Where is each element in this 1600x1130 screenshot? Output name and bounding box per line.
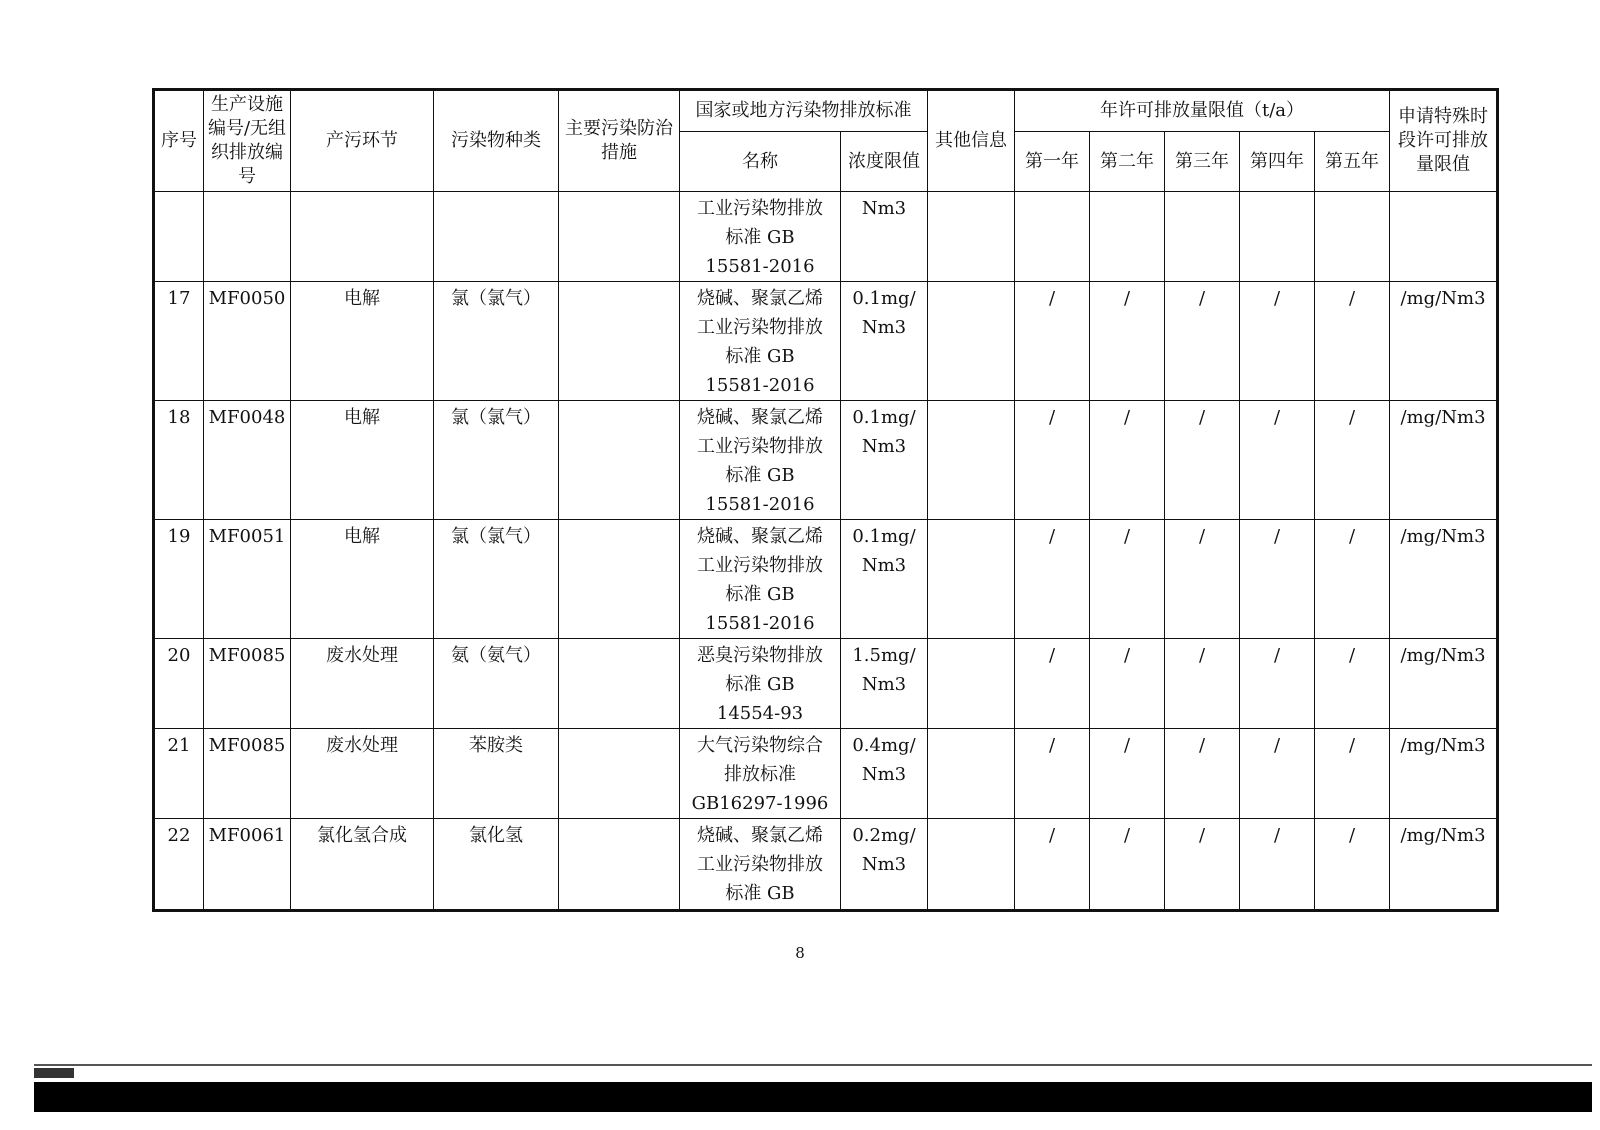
standard-name-cell-line: 15581-2016: [705, 494, 815, 515]
year-4-cell: [1240, 192, 1315, 282]
concentration-limit-cell-line: 0.2mg/: [852, 825, 916, 846]
other-info-cell: [928, 819, 1015, 911]
year-2-cell: /: [1090, 401, 1165, 520]
process-cell: [291, 192, 434, 282]
concentration-limit-cell: [841, 819, 928, 911]
other-info-cell: [928, 639, 1015, 729]
year-4-cell: /: [1240, 639, 1315, 729]
year-3-cell: [1165, 192, 1240, 282]
year-2-cell: [1090, 192, 1165, 282]
concentration-limit-cell-line: Nm3: [861, 198, 907, 219]
scan-artifact-line: [34, 1064, 1592, 1066]
year-3-cell: /: [1165, 639, 1240, 729]
year-3-cell: /: [1165, 819, 1240, 911]
year-2-cell: /: [1090, 520, 1165, 639]
standard-name-cell-line: 工业污染物排放: [697, 555, 823, 576]
header-year-5: 第五年: [1315, 132, 1390, 192]
facility-cell: MF0048: [204, 401, 291, 520]
standard-name-cell-line: 标准 GB: [725, 883, 795, 904]
concentration-limit-cell-line: Nm3: [861, 674, 907, 695]
special-limit-cell: /mg/Nm3: [1390, 520, 1498, 639]
year-5-cell: [1315, 192, 1390, 282]
facility-cell: MF0061: [204, 819, 291, 911]
year-5-cell: /: [1315, 639, 1390, 729]
standard-name-cell-line: 排放标准: [724, 764, 796, 785]
standard-name-cell-line: GB16297-1996: [691, 793, 829, 814]
measures-cell: [559, 520, 680, 639]
seq-cell: 17: [154, 282, 204, 401]
standard-name-cell-line: 工业污染物排放: [697, 198, 823, 219]
year-4-cell: /: [1240, 819, 1315, 911]
special-limit-cell: /mg/Nm3: [1390, 639, 1498, 729]
concentration-limit-cell-line: Nm3: [861, 436, 907, 457]
year-2-cell: /: [1090, 729, 1165, 819]
facility-cell: MF0085: [204, 639, 291, 729]
table-row: [154, 401, 1498, 520]
header-year-1: 第一年: [1015, 132, 1090, 192]
standard-name-cell-line: 烧碱、聚氯乙烯: [697, 288, 823, 309]
concentration-limit-cell-line: Nm3: [861, 317, 907, 338]
other-info-cell: [928, 282, 1015, 401]
other-info-cell: [928, 192, 1015, 282]
year-1-cell: [1015, 192, 1090, 282]
table-body: [154, 192, 1498, 911]
concentration-limit-cell-line: 0.4mg/: [852, 735, 916, 756]
header-measures: 主要污染防治措施: [559, 90, 680, 192]
concentration-limit-cell: [841, 639, 928, 729]
standard-name-cell: [680, 282, 841, 401]
standard-name-cell-line: 烧碱、聚氯乙烯: [697, 407, 823, 428]
concentration-limit-cell-line: Nm3: [861, 555, 907, 576]
header-process: 产污环节: [291, 90, 434, 192]
concentration-limit-cell: [841, 401, 928, 520]
measures-cell: [559, 819, 680, 911]
concentration-limit-cell-line: 0.1mg/: [852, 526, 916, 547]
header-year-2: 第二年: [1090, 132, 1165, 192]
standard-name-cell-line: 标准 GB: [725, 346, 795, 367]
facility-cell: MF0085: [204, 729, 291, 819]
seq-cell: 18: [154, 401, 204, 520]
process-cell: 废水处理: [291, 639, 434, 729]
emission-permit-table: [152, 88, 1499, 912]
header-standard-group: 国家或地方污染物排放标准: [680, 90, 928, 132]
year-5-cell: /: [1315, 282, 1390, 401]
process-cell: 电解: [291, 520, 434, 639]
special-limit-cell: /mg/Nm3: [1390, 819, 1498, 911]
special-limit-cell: /mg/Nm3: [1390, 282, 1498, 401]
concentration-limit-cell-line: Nm3: [861, 764, 907, 785]
year-1-cell: /: [1015, 729, 1090, 819]
other-info-cell: [928, 729, 1015, 819]
year-1-cell: /: [1015, 401, 1090, 520]
facility-cell: [204, 192, 291, 282]
table-row: [154, 729, 1498, 819]
year-1-cell: /: [1015, 819, 1090, 911]
standard-name-cell-line: 标准 GB: [725, 674, 795, 695]
year-4-cell: /: [1240, 520, 1315, 639]
year-3-cell: /: [1165, 520, 1240, 639]
standard-name-cell-line: 工业污染物排放: [697, 436, 823, 457]
header-seq: 序号: [154, 90, 204, 192]
process-cell: 电解: [291, 282, 434, 401]
year-3-cell: /: [1165, 729, 1240, 819]
year-5-cell: /: [1315, 729, 1390, 819]
pollutant-cell: 氯化氢: [434, 819, 559, 911]
table-row: [154, 819, 1498, 911]
year-3-cell: /: [1165, 282, 1240, 401]
pollutant-cell: 氯（氯气）: [434, 520, 559, 639]
scan-artifact-edge: [34, 1068, 74, 1078]
year-5-cell: /: [1315, 401, 1390, 520]
standard-name-cell-line: 烧碱、聚氯乙烯: [697, 825, 823, 846]
concentration-limit-cell: [841, 520, 928, 639]
standard-name-cell-line: 恶臭污染物排放: [697, 645, 823, 666]
year-1-cell: /: [1015, 520, 1090, 639]
measures-cell: [559, 192, 680, 282]
header-pollutant: 污染物种类: [434, 90, 559, 192]
standard-name-cell: [680, 819, 841, 911]
concentration-limit-cell-line: Nm3: [861, 854, 907, 875]
year-2-cell: /: [1090, 819, 1165, 911]
standard-name-cell: [680, 729, 841, 819]
facility-cell: MF0050: [204, 282, 291, 401]
table-row: [154, 639, 1498, 729]
header-std-limit: 浓度限值: [841, 132, 928, 192]
special-limit-cell: /mg/Nm3: [1390, 729, 1498, 819]
year-5-cell: /: [1315, 520, 1390, 639]
seq-cell: [154, 192, 204, 282]
header-std-name: 名称: [680, 132, 841, 192]
measures-cell: [559, 401, 680, 520]
seq-cell: 20: [154, 639, 204, 729]
other-info-cell: [928, 401, 1015, 520]
header-year-3: 第三年: [1165, 132, 1240, 192]
header-annual-group: 年许可排放量限值（t/a）: [1015, 90, 1390, 132]
header-facility: 生产设施编号/无组织排放编号: [204, 90, 291, 192]
year-4-cell: /: [1240, 282, 1315, 401]
page-number: 8: [795, 944, 805, 962]
standard-name-cell-line: 15581-2016: [705, 256, 815, 277]
concentration-limit-cell: [841, 729, 928, 819]
concentration-limit-cell-line: 0.1mg/: [852, 407, 916, 428]
standard-name-cell-line: 标准 GB: [725, 584, 795, 605]
pollutant-cell: 氨（氨气）: [434, 639, 559, 729]
other-info-cell: [928, 520, 1015, 639]
concentration-limit-cell: [841, 192, 928, 282]
facility-cell: MF0051: [204, 520, 291, 639]
table-row: [154, 282, 1498, 401]
standard-name-cell-line: 15581-2016: [705, 613, 815, 634]
measures-cell: [559, 729, 680, 819]
standard-name-cell-line: 标准 GB: [725, 227, 795, 248]
standard-name-cell-line: 工业污染物排放: [697, 317, 823, 338]
concentration-limit-cell: [841, 282, 928, 401]
year-1-cell: /: [1015, 639, 1090, 729]
standard-name-cell-line: 工业污染物排放: [697, 854, 823, 875]
pollutant-cell: 苯胺类: [434, 729, 559, 819]
year-1-cell: /: [1015, 282, 1090, 401]
standard-name-cell: [680, 401, 841, 520]
standard-name-cell-line: 14554-93: [716, 703, 804, 724]
standard-name-cell-line: 标准 GB: [725, 465, 795, 486]
process-cell: 氯化氢合成: [291, 819, 434, 911]
concentration-limit-cell-line: 0.1mg/: [852, 288, 916, 309]
year-2-cell: /: [1090, 282, 1165, 401]
special-limit-cell: /mg/Nm3: [1390, 401, 1498, 520]
process-cell: 电解: [291, 401, 434, 520]
standard-name-cell: [680, 520, 841, 639]
year-5-cell: /: [1315, 819, 1390, 911]
table-row: [154, 192, 1498, 282]
process-cell: 废水处理: [291, 729, 434, 819]
standard-name-cell-line: 烧碱、聚氯乙烯: [697, 526, 823, 547]
year-4-cell: /: [1240, 401, 1315, 520]
concentration-limit-cell-line: 1.5mg/: [852, 645, 916, 666]
year-2-cell: /: [1090, 639, 1165, 729]
standard-name-cell: [680, 639, 841, 729]
measures-cell: [559, 639, 680, 729]
year-3-cell: /: [1165, 401, 1240, 520]
scan-artifact-bar: [34, 1082, 1592, 1112]
seq-cell: 22: [154, 819, 204, 911]
header-year-4: 第四年: [1240, 132, 1315, 192]
special-limit-cell: [1390, 192, 1498, 282]
pollutant-cell: 氯（氯气）: [434, 282, 559, 401]
pollutant-cell: [434, 192, 559, 282]
table-row: [154, 520, 1498, 639]
standard-name-cell: [680, 192, 841, 282]
pollutant-cell: 氯（氯气）: [434, 401, 559, 520]
header-special: 申请特殊时段许可排放量限值: [1390, 90, 1498, 192]
header-other: 其他信息: [928, 90, 1015, 192]
standard-name-cell-line: 15581-2016: [705, 375, 815, 396]
seq-cell: 19: [154, 520, 204, 639]
year-4-cell: /: [1240, 729, 1315, 819]
measures-cell: [559, 282, 680, 401]
seq-cell: 21: [154, 729, 204, 819]
standard-name-cell-line: 大气污染物综合: [697, 735, 823, 756]
